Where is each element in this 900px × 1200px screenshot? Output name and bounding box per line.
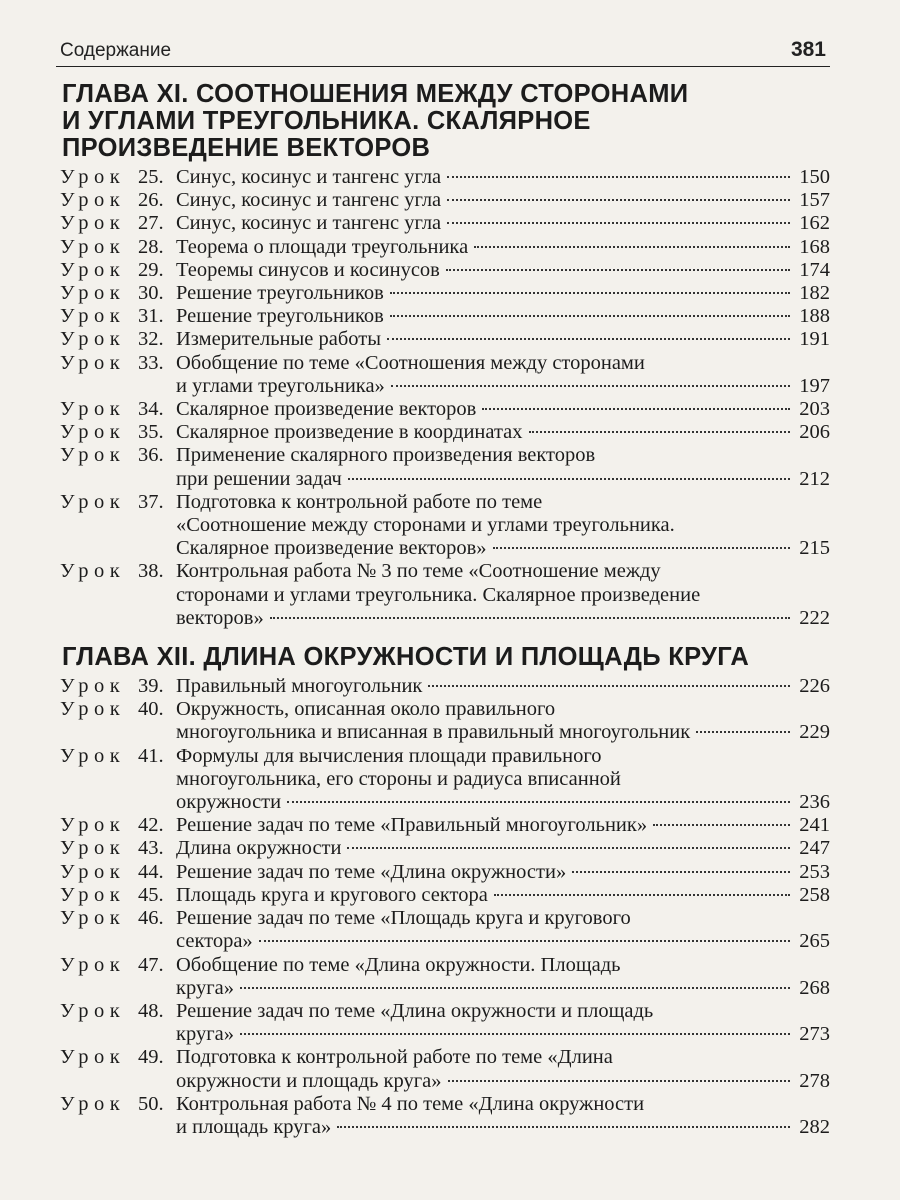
lesson-number: 25. xyxy=(138,166,164,188)
lesson-number: 34. xyxy=(138,398,164,421)
lesson-word: Урок xyxy=(60,860,126,883)
lesson-title-line: Решение задач по теме «Длина окружности» xyxy=(176,860,567,883)
entry-page-number: 215 xyxy=(799,537,830,560)
lesson-title xyxy=(176,861,830,884)
entry-page-number: 229 xyxy=(799,721,830,744)
lesson-number: 27. xyxy=(138,212,164,235)
dot-leader xyxy=(240,1033,790,1035)
lesson-title xyxy=(176,884,830,907)
entry-page-number: 174 xyxy=(799,258,830,281)
lesson-title xyxy=(176,745,830,815)
lesson-title-line: Контрольная работа № 4 по теме «Длина окружности xyxy=(176,1092,645,1115)
chapter-title-line: ПРОИЗВЕДЕНИЕ ВЕКТОРОВ xyxy=(62,134,431,162)
lesson-title-line: Подготовка к контрольной работе по теме «Длина xyxy=(176,1046,613,1069)
lesson-title xyxy=(176,698,830,744)
entry-page-number: 182 xyxy=(799,282,830,305)
lesson-number: 37. xyxy=(138,490,164,513)
lesson-title-line: Синус, косинус и тангенс угла xyxy=(176,189,442,212)
lesson-word: Урок xyxy=(60,999,126,1022)
lesson-title xyxy=(176,328,830,351)
dot-leader xyxy=(572,871,790,873)
lesson-number: 36. xyxy=(138,444,164,467)
lesson-title-line: Длина окружности xyxy=(176,837,342,860)
table-of-contents xyxy=(56,81,830,1139)
toc-entry xyxy=(56,259,830,282)
lesson-word: Урок xyxy=(60,282,126,305)
lesson-number: 39. xyxy=(138,675,164,698)
lesson-title xyxy=(176,1093,830,1139)
lesson-title-line: Теорема о площади треугольника xyxy=(176,235,469,258)
lesson-title-line: Решение задач по теме «Площадь круга и кругового xyxy=(176,907,631,930)
lesson-title-line: Обобщение по теме «Соотношения между сторонами xyxy=(176,351,645,374)
lesson-title xyxy=(176,189,830,212)
lesson-title xyxy=(176,954,830,1000)
lesson-title xyxy=(176,352,830,398)
dot-leader xyxy=(390,315,790,317)
lesson-title-line: сторонами и углами треугольника. Скалярное произведение xyxy=(176,583,701,606)
lesson-title xyxy=(176,491,830,561)
lesson-title-line: Решение треугольников xyxy=(176,282,384,305)
lesson-title-line: круга» xyxy=(176,976,234,999)
toc-entry xyxy=(56,861,830,884)
section-title: Содержание xyxy=(60,40,172,61)
lesson-word: Урок xyxy=(60,212,126,235)
running-header xyxy=(56,38,830,67)
toc-entry xyxy=(56,1000,830,1046)
lesson-word: Урок xyxy=(60,907,126,930)
lesson-title-line: при решении задач xyxy=(176,467,342,490)
lesson-word: Урок xyxy=(60,305,126,328)
dot-leader xyxy=(347,847,790,849)
dot-leader xyxy=(482,408,790,410)
lesson-title-line: многоугольника и вписанная в правильный многоугольник xyxy=(176,721,691,744)
lesson-number: 41. xyxy=(138,744,164,767)
lesson-number: 30. xyxy=(138,282,164,305)
lesson-title-line: сектора» xyxy=(176,930,253,953)
dot-leader xyxy=(474,246,790,248)
toc-entry xyxy=(56,282,830,305)
lesson-word: Урок xyxy=(60,675,126,698)
lesson-title xyxy=(176,444,830,490)
lesson-title-line: Скалярное произведение векторов» xyxy=(176,537,487,560)
toc-entry xyxy=(56,328,830,351)
lesson-number: 33. xyxy=(138,351,164,374)
lesson-title-line: окружности и площадь круга» xyxy=(176,1069,442,1092)
lesson-title xyxy=(176,907,830,953)
lesson-title-line: Решение задач по теме «Правильный многоугольник» xyxy=(176,814,648,837)
lesson-word: Урок xyxy=(60,1046,126,1069)
lesson-title-line: Обобщение по теме «Длина окружности. Площадь xyxy=(176,953,621,976)
toc-entry xyxy=(56,560,830,630)
lesson-title-line: Окружность, описанная около правильного xyxy=(176,698,556,721)
dot-leader xyxy=(494,894,790,896)
dot-leader xyxy=(447,176,790,178)
dot-leader xyxy=(448,1080,791,1082)
entry-page-number: 241 xyxy=(799,814,830,837)
entry-page-number: 236 xyxy=(799,791,830,814)
lesson-title xyxy=(176,282,830,305)
lesson-word: Урок xyxy=(60,837,126,860)
dot-leader xyxy=(387,338,790,340)
lesson-title-line: и площадь круга» xyxy=(176,1115,332,1138)
entry-page-number: 191 xyxy=(799,328,830,351)
lesson-number: 29. xyxy=(138,258,164,281)
lesson-title-line: Синус, косинус и тангенс угла xyxy=(176,212,442,235)
entry-page-number: 222 xyxy=(799,606,830,629)
lesson-title-line: Скалярное произведение векторов xyxy=(176,398,477,421)
toc-entry xyxy=(56,675,830,698)
lesson-word: Урок xyxy=(60,814,126,837)
lesson-number: 28. xyxy=(138,235,164,258)
lesson-title xyxy=(176,236,830,259)
lesson-title-line: окружности xyxy=(176,791,282,814)
toc-entry xyxy=(56,212,830,235)
lesson-word: Урок xyxy=(60,1092,126,1115)
lesson-word: Урок xyxy=(60,490,126,513)
dot-leader xyxy=(493,547,790,549)
toc-entry xyxy=(56,352,830,398)
dot-leader xyxy=(270,617,790,619)
lesson-title-line: и углами треугольника» xyxy=(176,374,385,397)
lesson-word: Урок xyxy=(60,421,126,444)
lesson-title-line: Скалярное произведение в координатах xyxy=(176,421,523,444)
lesson-title-line: круга» xyxy=(176,1023,234,1046)
lesson-number: 35. xyxy=(138,421,164,444)
entry-page-number: 157 xyxy=(799,189,830,212)
toc-entry xyxy=(56,444,830,490)
chapter-title-line: И УГЛАМИ ТРЕУГОЛЬНИКА. СКАЛЯРНОЕ xyxy=(62,107,591,135)
dot-leader xyxy=(287,801,790,803)
lesson-word: Урок xyxy=(60,953,126,976)
lesson-title xyxy=(176,259,830,282)
lesson-number: 48. xyxy=(138,999,164,1022)
lesson-title-line: Формулы для вычисления площади правильного xyxy=(176,744,602,767)
toc-entry xyxy=(56,166,830,189)
entry-page-number: 212 xyxy=(799,467,830,490)
toc-entry xyxy=(56,1093,830,1139)
entry-page-number: 168 xyxy=(799,235,830,258)
lesson-number: 46. xyxy=(138,907,164,930)
lesson-word: Урок xyxy=(60,166,126,188)
lesson-title xyxy=(176,837,830,860)
lesson-word: Урок xyxy=(60,744,126,767)
lesson-title-line: векторов» xyxy=(176,606,264,629)
lesson-number: 44. xyxy=(138,860,164,883)
dot-leader xyxy=(447,222,790,224)
lesson-title xyxy=(176,1046,830,1092)
lesson-number: 32. xyxy=(138,328,164,351)
toc-entry xyxy=(56,698,830,744)
toc-entry xyxy=(56,954,830,1000)
lesson-word: Урок xyxy=(60,560,126,583)
lesson-title-line: Подготовка к контрольной работе по теме xyxy=(176,490,543,513)
lesson-title xyxy=(176,814,830,837)
toc-entry xyxy=(56,421,830,444)
toc-entry xyxy=(56,305,830,328)
lesson-number: 50. xyxy=(138,1092,164,1115)
lesson-number: 43. xyxy=(138,837,164,860)
lesson-title-line: Контрольная работа № 3 по теме «Соотношение между xyxy=(176,560,661,583)
dot-leader xyxy=(240,987,790,989)
dot-leader xyxy=(428,685,790,687)
lesson-title-line: Измерительные работы xyxy=(176,328,381,351)
entry-page-number: 197 xyxy=(799,374,830,397)
dot-leader xyxy=(446,269,790,271)
lesson-title xyxy=(176,305,830,328)
chapter-title xyxy=(62,644,830,671)
lesson-word: Урок xyxy=(60,328,126,351)
entry-page-number: 226 xyxy=(799,675,830,698)
entry-page-number: 282 xyxy=(799,1115,830,1138)
lesson-word: Урок xyxy=(60,351,126,374)
toc-entry xyxy=(56,814,830,837)
toc-entry xyxy=(56,907,830,953)
lesson-number: 45. xyxy=(138,883,164,906)
dot-leader xyxy=(391,385,790,387)
entry-page-number: 206 xyxy=(799,421,830,444)
entry-page-number: 203 xyxy=(799,398,830,421)
lesson-title xyxy=(176,1000,830,1046)
page-number: 381 xyxy=(790,38,826,61)
lesson-number: 40. xyxy=(138,698,164,721)
lesson-title xyxy=(176,421,830,444)
lesson-word: Урок xyxy=(60,444,126,467)
entry-page-number: 273 xyxy=(799,1023,830,1046)
lesson-word: Урок xyxy=(60,235,126,258)
toc-entry xyxy=(56,745,830,815)
lesson-word: Урок xyxy=(60,189,126,212)
toc-entry xyxy=(56,1046,830,1092)
chapter-title-line: ГЛАВА XI. СООТНОШЕНИЯ МЕЖДУ СТОРОНАМИ xyxy=(62,80,689,108)
entry-page-number: 247 xyxy=(799,837,830,860)
dot-leader xyxy=(259,940,790,942)
lesson-title-line: «Соотношение между сторонами и углами треугольника. xyxy=(176,514,675,537)
lesson-title-line: Синус, косинус и тангенс угла xyxy=(176,166,442,188)
lesson-title xyxy=(176,212,830,235)
entry-page-number: 253 xyxy=(799,860,830,883)
lesson-number: 26. xyxy=(138,189,164,212)
dot-leader xyxy=(390,292,790,294)
lesson-number: 49. xyxy=(138,1046,164,1069)
lesson-title-line: Применение скалярного произведения векторов xyxy=(176,444,596,467)
entry-page-number: 278 xyxy=(799,1069,830,1092)
entry-page-number: 265 xyxy=(799,930,830,953)
lesson-title-line: многоугольника, его стороны и радиуса вписанной xyxy=(176,767,621,790)
lesson-title-line: Решение задач по теме «Длина окружности и площадь xyxy=(176,999,654,1022)
lesson-title-line: Площадь круга и кругового сектора xyxy=(176,883,488,906)
dot-leader xyxy=(337,1126,790,1128)
toc-entry xyxy=(56,837,830,860)
lesson-title xyxy=(176,560,830,630)
toc-entry xyxy=(56,491,830,561)
dot-leader xyxy=(447,199,790,201)
lesson-title-line: Правильный многоугольник xyxy=(176,675,423,698)
dot-leader xyxy=(696,731,790,733)
lesson-title xyxy=(176,398,830,421)
dot-leader xyxy=(529,431,790,433)
entry-page-number: 162 xyxy=(799,212,830,235)
lesson-word: Урок xyxy=(60,698,126,721)
toc-entry xyxy=(56,236,830,259)
lesson-number: 47. xyxy=(138,953,164,976)
chapter-title xyxy=(62,81,830,162)
lesson-number: 38. xyxy=(138,560,164,583)
toc-entry xyxy=(56,398,830,421)
chapter-title-line: ГЛАВА XII. ДЛИНА ОКРУЖНОСТИ И ПЛОЩАДЬ КРУГА xyxy=(62,643,750,672)
entry-page-number: 268 xyxy=(799,976,830,999)
lesson-title xyxy=(176,675,830,698)
entry-page-number: 150 xyxy=(799,166,830,188)
lesson-word: Урок xyxy=(60,883,126,906)
dot-leader xyxy=(348,478,790,480)
entry-page-number: 188 xyxy=(799,305,830,328)
lesson-title xyxy=(176,166,830,189)
toc-entry xyxy=(56,884,830,907)
toc-entry xyxy=(56,189,830,212)
dot-leader xyxy=(653,824,790,826)
lesson-number: 31. xyxy=(138,305,164,328)
entry-page-number: 258 xyxy=(799,883,830,906)
lesson-title-line: Теоремы синусов и косинусов xyxy=(176,258,440,281)
lesson-word: Урок xyxy=(60,258,126,281)
lesson-word: Урок xyxy=(60,398,126,421)
lesson-number: 42. xyxy=(138,814,164,837)
lesson-title-line: Решение треугольников xyxy=(176,305,384,328)
